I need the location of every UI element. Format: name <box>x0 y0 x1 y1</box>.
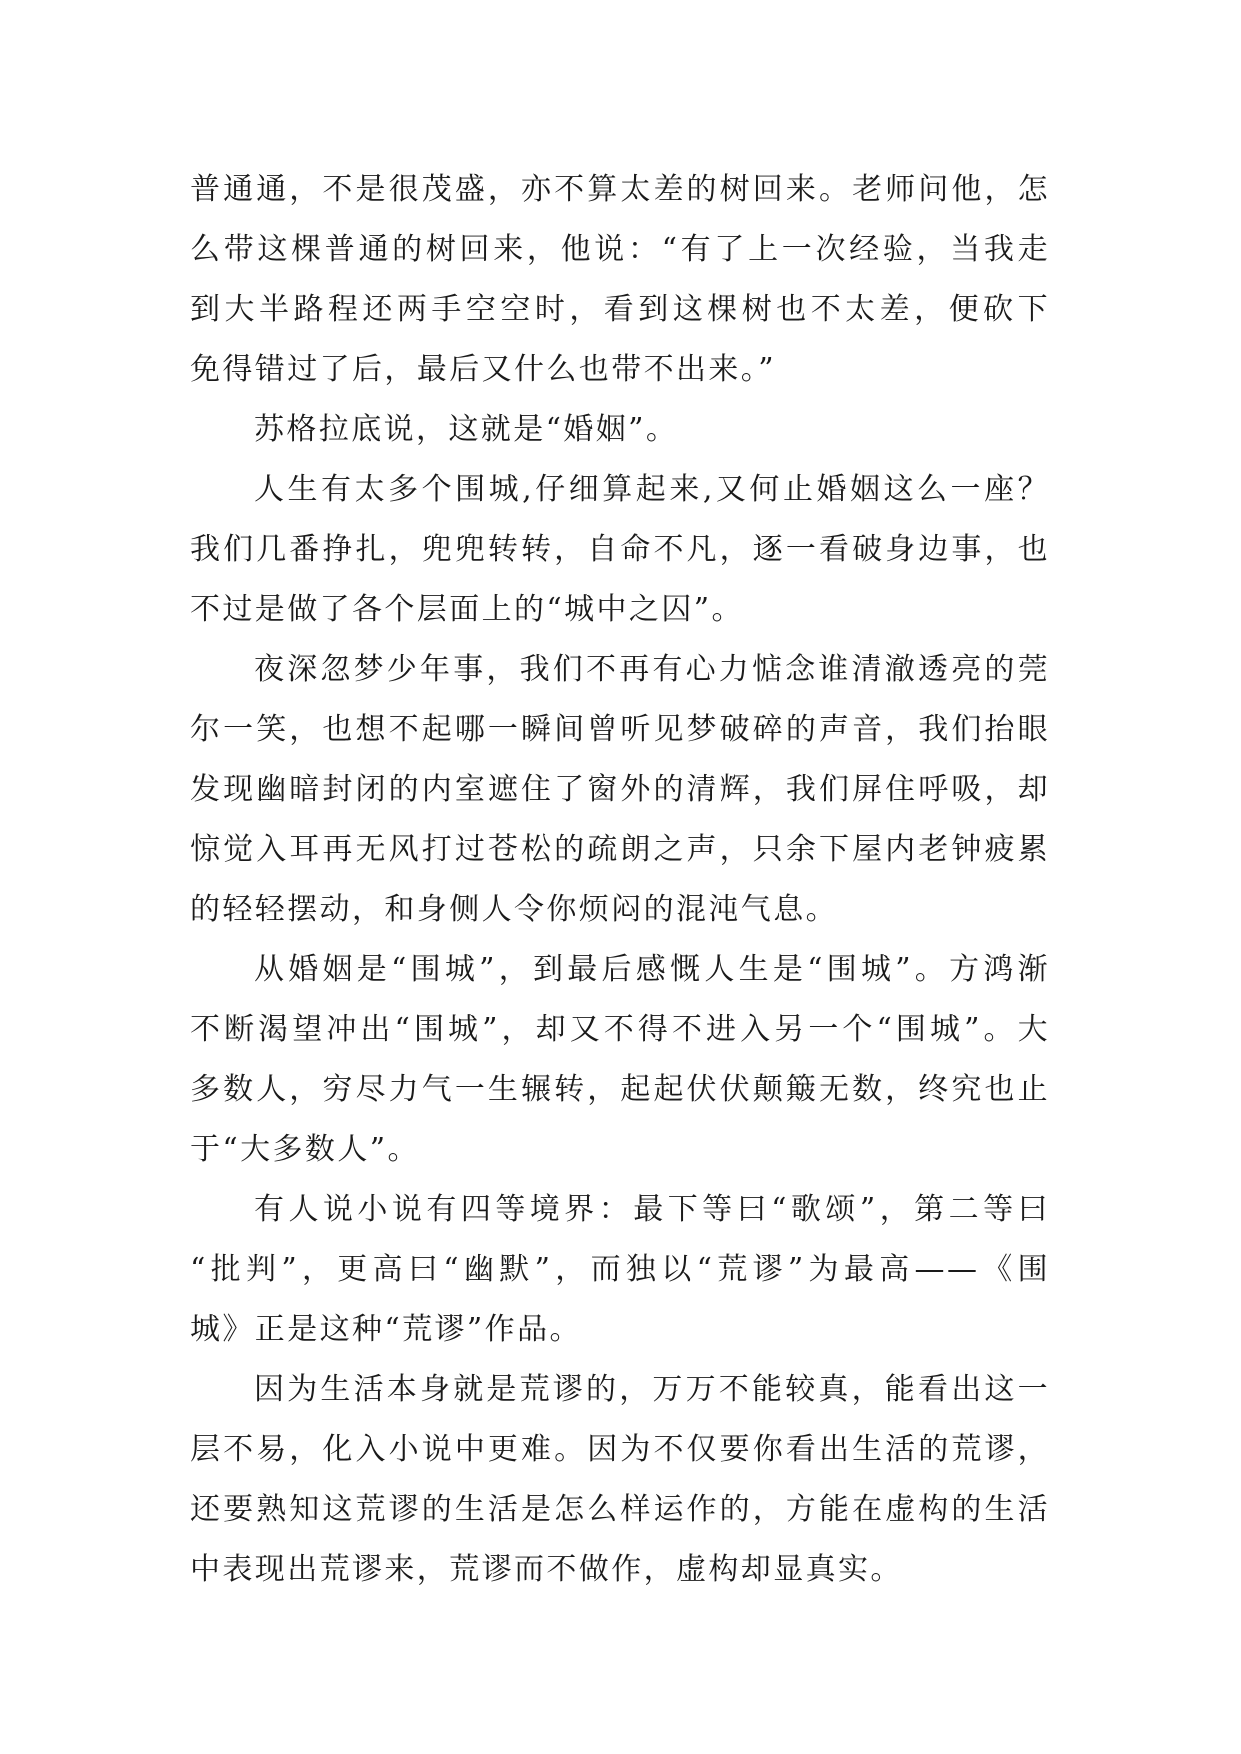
text-line: “批判”，更高曰“幽默”，而独以“荒谬”为最高——《围 <box>190 1252 1050 1287</box>
text-line: 还要熟知这荒谬的生活是怎么样运作的，方能在虚构的生活 <box>190 1492 1050 1527</box>
text-line: 于“大多数人”。 <box>190 1132 420 1167</box>
text-line: 尔一笑，也想不起哪一瞬间曾听见梦破碎的声音，我们抬眼 <box>190 712 1050 747</box>
text-line: 层不易，化入小说中更难。因为不仅要你看出生活的荒谬， <box>190 1432 1050 1467</box>
body-text <box>190 160 1050 1600</box>
text-line: 因为生活本身就是荒谬的，万万不能较真，能看出这一 <box>254 1372 1050 1407</box>
text-line: 多数人，穷尽力气一生辗转，起起伏伏颠簸无数，终究也止 <box>190 1072 1050 1107</box>
text-line: 不断渴望冲出“围城”，却又不得不进入另一个“围城”。大 <box>190 1012 1050 1047</box>
text-line: 有人说小说有四等境界：最下等曰“歌颂”，第二等曰 <box>254 1192 1050 1227</box>
text-line: 不过是做了各个层面上的“城中之囚”。 <box>190 592 744 627</box>
text-line: 夜深忽梦少年事，我们不再有心力惦念谁清澈透亮的莞 <box>254 652 1050 687</box>
text-line: 免得错过了后，最后又什么也带不出来。” <box>190 352 776 387</box>
text-line: 我们几番挣扎，兜兜转转，自命不凡，逐一看破身边事，也 <box>190 532 1050 567</box>
text-line: 中表现出荒谬来，荒谬而不做作，虚构却显真实。 <box>190 1552 903 1587</box>
text-line: 苏格拉底说，这就是“婚姻”。 <box>254 412 679 447</box>
text-line: 么带这棵普通的树回来，他说：“有了上一次经验，当我走 <box>190 232 1050 267</box>
text-line: 人生有太多个围城,仔细算起来,又何止婚姻这么一座？ <box>254 472 1050 507</box>
text-line: 从婚姻是“围城”，到最后感慨人生是“围城”。方鸿渐 <box>254 952 1050 987</box>
text-line: 城》正是这种“荒谬”作品。 <box>190 1312 582 1347</box>
text-line: 发现幽暗封闭的内室遮住了窗外的清辉，我们屏住呼吸，却 <box>190 772 1050 807</box>
text-line: 到大半路程还两手空空时，看到这棵树也不太差，便砍下 <box>190 292 1050 327</box>
text-line: 惊觉入耳再无风打过苍松的疏朗之声，只余下屋内老钟疲累 <box>190 832 1050 867</box>
text-line: 的轻轻摆动，和身侧人令你烦闷的混沌气息。 <box>190 892 838 927</box>
text-line: 普通通，不是很茂盛，亦不算太差的树回来。老师问他，怎 <box>190 172 1050 207</box>
